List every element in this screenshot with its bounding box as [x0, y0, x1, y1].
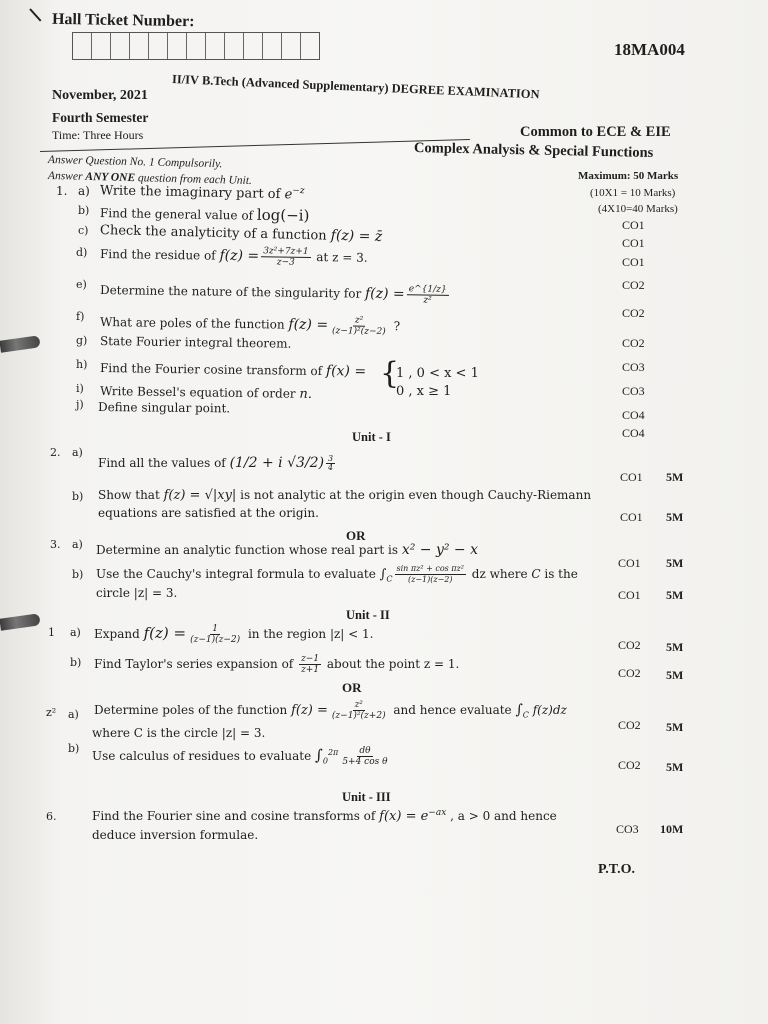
subject-title: Complex Analysis & Special Functions — [413, 140, 654, 162]
marks-part-b: (4X10=40 Marks) — [598, 203, 678, 215]
q1j-co: CO4 — [622, 426, 645, 440]
unit-2-title: Unit - II — [346, 608, 390, 622]
instruction-1: Answer Question No. 1 Compulsorily. — [47, 154, 223, 171]
or-divider-2: OR — [342, 680, 362, 695]
hall-ticket-label: Hall Ticket Number: — [51, 10, 195, 31]
q6-marks: 10M — [660, 822, 684, 836]
q4b-marks: 5M — [666, 668, 684, 682]
q1b-co: CO1 — [622, 236, 645, 250]
q5b-co: CO2 — [618, 758, 641, 772]
q1a-text: Write the imaginary part of $e^{-z}$ — [99, 183, 305, 203]
question-4-number: 1 — [48, 626, 55, 639]
question-1-number: 1. — [56, 184, 68, 198]
q4b-co: CO2 — [618, 666, 641, 680]
unit-3-title: Unit - III — [342, 790, 391, 804]
q2b-line-2: equations are satisfied at the origin. — [98, 506, 319, 520]
q1c-co: CO1 — [622, 255, 645, 269]
q2a-label: a) — [72, 446, 83, 459]
question-2-number: 2. — [50, 446, 61, 459]
q5b-label: b) — [68, 742, 80, 755]
q4b-label: b) — [70, 656, 82, 669]
q3a-marks: 5M — [666, 556, 684, 570]
q4a-label: a) — [70, 626, 81, 639]
q3a-co: CO1 — [618, 556, 641, 570]
or-divider-1: OR — [346, 528, 366, 543]
q6-line-1: Find the Fourier sine and cosine transforms of $f(x) = e^{-ax}$ , a > 0 and hence — [92, 808, 557, 824]
month-year: November, 2021 — [52, 88, 148, 103]
q1e-text: Determine the nature of the singularity for f(z) = $\frac{e\^{}\{1/z\}}{\text{z²}}$ — [99, 283, 447, 306]
q1g-co: CO3 — [622, 360, 645, 374]
q1j-label: j) — [76, 398, 84, 411]
q1i-text: Write Bessel's equation of order n. — [99, 384, 313, 402]
q1d-text: Find the residue of f(z) = $\frac{\text{3z²+7z+1}}{z-3}$ at z = 3. — [99, 246, 368, 268]
brace-icon: { — [380, 356, 400, 391]
q5b-marks: 5M — [666, 760, 684, 774]
maximum-marks: Maximum: 50 Marks — [578, 170, 679, 182]
binder-clip-1 — [0, 335, 41, 352]
q3a-label: a) — [72, 538, 83, 551]
unit-1-title: Unit - I — [352, 430, 391, 444]
q2a-text: Find all the values of (1/2 + i √3/2) $\frac{3}{4}$ — [98, 454, 334, 472]
q1f-label: f) — [76, 310, 85, 323]
q1h-label: h) — [76, 358, 88, 371]
q1i-label: i) — [76, 382, 84, 395]
q1c-text: Check the analyticity of a function f(z) = z̄ — [99, 223, 383, 245]
q1a-label: a) — [78, 184, 90, 198]
exam-title: II/IV B.Tech (Advanced Supplementary) DEGREE EXAMINATION — [171, 72, 540, 102]
q1e-co: CO2 — [622, 306, 645, 320]
q5a-line-2: where C is the circle |z| = 3. — [92, 726, 266, 740]
q5a-line-1: Determine poles of the function f(z) = $\frac{\text{z²}}{\text{(z−1)²(z+2)}}$ and hence evaluate $\int_C$ f(z)dz — [94, 700, 567, 721]
q2b-label: b) — [72, 490, 84, 503]
q2b-marks: 5M — [666, 510, 684, 524]
q1g-text: State Fourier integral theorem. — [99, 334, 292, 351]
q1h-co: CO3 — [622, 384, 645, 398]
q1a-co: CO1 — [622, 218, 645, 232]
q1g-label: g) — [76, 334, 88, 347]
pen-mark — [29, 8, 41, 21]
binder-clip-2 — [0, 613, 41, 630]
q3a-text: Determine an analytic function whose real part is x² − y² − x — [96, 542, 478, 558]
q4a-text: Expand f(z) = $\frac{1}{(z-1)(z-2)}$ in the region |z| < 1. — [94, 624, 374, 645]
q3b-line-2: circle |z| = 3. — [96, 586, 178, 600]
instruction-2: Answer ANY ONE question from each Unit. — [47, 170, 252, 187]
question-5-number: z² — [46, 706, 57, 719]
question-3-number: 3. — [50, 538, 61, 551]
q5a-co: CO2 — [618, 718, 641, 732]
q6-line-2: deduce inversion formulae. — [92, 828, 259, 842]
q1d-label: d) — [76, 246, 88, 259]
q5a-label: a) — [68, 708, 79, 721]
q2a-marks: 5M — [666, 470, 684, 484]
q2b-co: CO1 — [620, 510, 643, 524]
q4b-text: Find Taylor's series expansion of $\frac{z-1}{z+1}$ about the point z = 1. — [94, 654, 460, 675]
q1j-text: Define singular point. — [97, 400, 231, 416]
q4a-co: CO2 — [618, 638, 641, 652]
q1b-text: Find the general value of log(−i) — [99, 205, 310, 225]
q3b-label: b) — [72, 568, 84, 581]
q1h-text: Find the Fourier cosine transform of f(x) = — [99, 361, 367, 380]
q1h-case-1: 1 , 0 < x < 1 — [396, 366, 479, 381]
question-6-number: 6. — [46, 810, 57, 823]
time-allowed: Time: Three Hours — [52, 128, 144, 142]
pto-label: P.T.O. — [598, 862, 635, 877]
semester: Fourth Semester — [52, 110, 149, 125]
hall-ticket-boxes[interactable] — [72, 32, 320, 60]
paper-code: 18MA004 — [614, 40, 685, 59]
q1d-co: CO2 — [622, 278, 645, 292]
q1e-label: e) — [76, 278, 87, 291]
q5b-text: Use calculus of residues to evaluate $\int_0^{2\pi}$ $\frac{d\theta}{\text{5+4 cos θ}}$ — [92, 746, 388, 767]
q1h-case-2: 0 , x ≥ 1 — [396, 384, 452, 399]
q6-co: CO3 — [616, 822, 639, 836]
marks-part-a: (10X1 = 10 Marks) — [590, 187, 676, 199]
q2a-co: CO1 — [620, 470, 643, 484]
q1i-co: CO4 — [622, 408, 645, 422]
q1f-co: CO2 — [622, 336, 645, 350]
q1f-text: What are poles of the function f(z) = $\frac{\text{z²}}{\text{(z−1)²(z−2)}}$ ? — [99, 315, 401, 337]
q1c-label: c) — [78, 224, 89, 237]
q2b-line-1: Show that f(z) = √|xy| is not analytic at the origin even though Cauchy-Riemann — [98, 488, 592, 503]
q4a-marks: 5M — [666, 640, 684, 654]
q5a-marks: 5M — [666, 720, 684, 734]
common-to: Common to ECE & EIE — [520, 124, 671, 140]
q3b-line-1: Use the Cauchy's integral formula to evaluate $\int_C$ $\frac{\text{sin πz² + cos πz²}}{(z-1)(z-2)}$ dz where C is the — [96, 564, 578, 584]
q3b-marks: 5M — [666, 588, 684, 602]
q3b-co: CO1 — [618, 588, 641, 602]
q1b-label: b) — [78, 204, 90, 217]
